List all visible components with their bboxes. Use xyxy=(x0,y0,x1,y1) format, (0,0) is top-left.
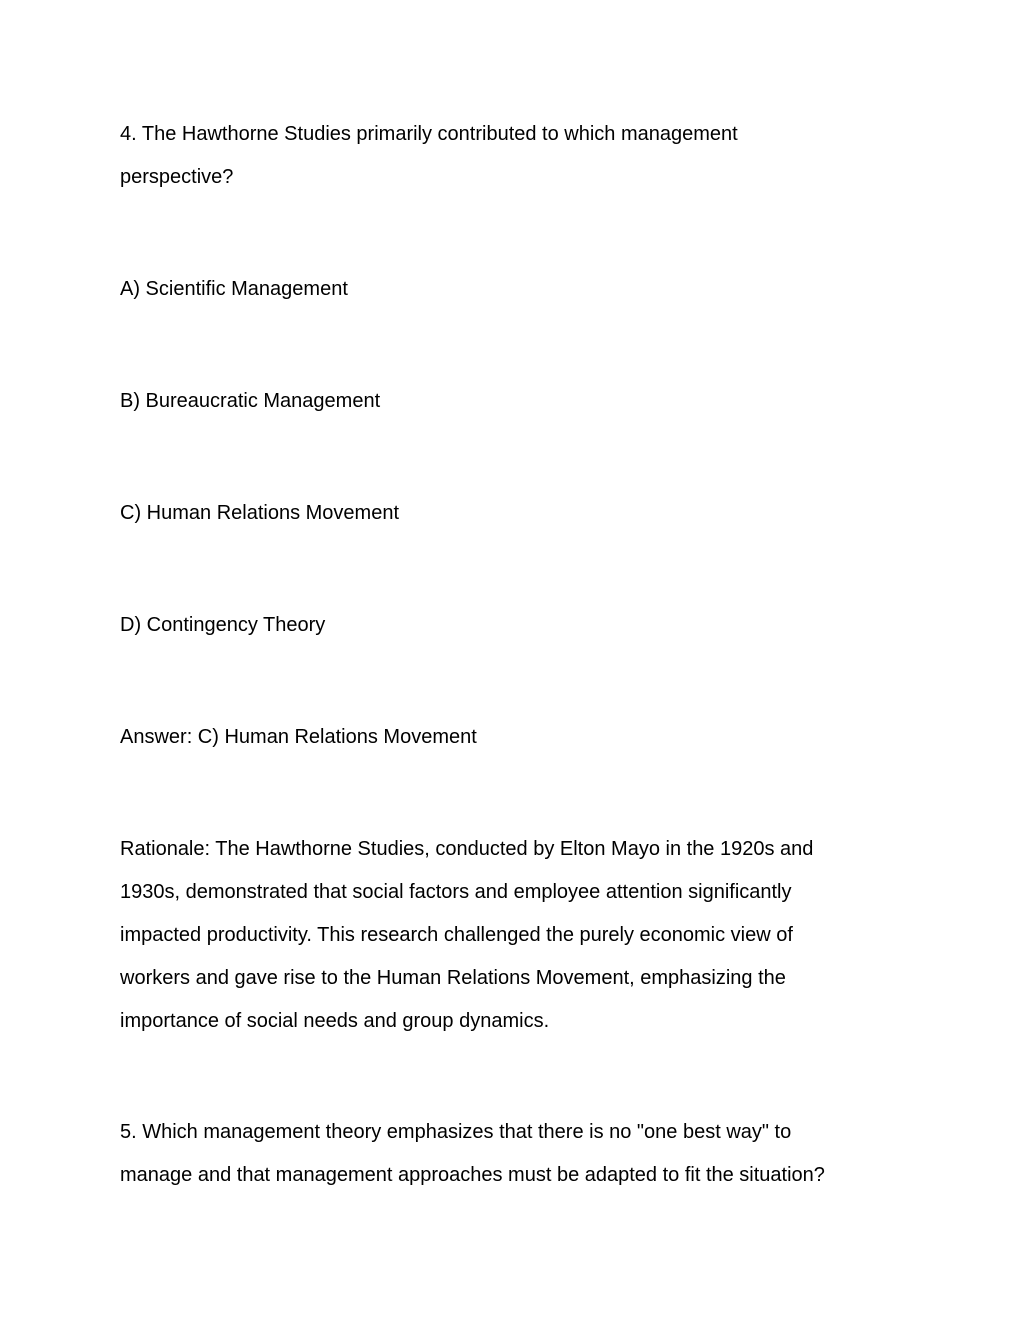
question-4-line-2: perspective? xyxy=(120,166,234,188)
rationale-line-3: impacted productivity. This research challenged the purely economic view of xyxy=(120,924,793,946)
answer-text: Answer: C) Human Relations Movement xyxy=(120,726,477,748)
question-5-text xyxy=(120,1111,910,1197)
option-d xyxy=(120,604,910,647)
rationale-line-2: 1930s, demonstrated that social factors and employee attention significantly xyxy=(120,881,792,903)
option-a-label: A) Scientific Management xyxy=(120,278,348,300)
rationale-line-1: Rationale: The Hawthorne Studies, conducted by Elton Mayo in the 1920s and xyxy=(120,838,814,860)
question-5-line-2: manage and that management approaches must be adapted to fit the situation? xyxy=(120,1164,825,1186)
rationale xyxy=(120,828,910,1043)
option-d-label: D) Contingency Theory xyxy=(120,614,326,636)
option-b-label: B) Bureaucratic Management xyxy=(120,390,381,412)
question-4-text xyxy=(120,113,910,199)
option-c-label: C) Human Relations Movement xyxy=(120,502,399,524)
rationale-line-4: workers and gave rise to the Human Relations Movement, emphasizing the xyxy=(120,967,786,989)
answer xyxy=(120,716,910,759)
option-b xyxy=(120,380,910,423)
question-4-line-1: 4. The Hawthorne Studies primarily contributed to which management xyxy=(120,123,738,145)
rationale-line-5: importance of social needs and group dynamics. xyxy=(120,1010,550,1032)
option-a xyxy=(120,268,910,311)
option-c xyxy=(120,492,910,535)
question-5-line-1: 5. Which management theory emphasizes that there is no "one best way" to xyxy=(120,1121,792,1143)
